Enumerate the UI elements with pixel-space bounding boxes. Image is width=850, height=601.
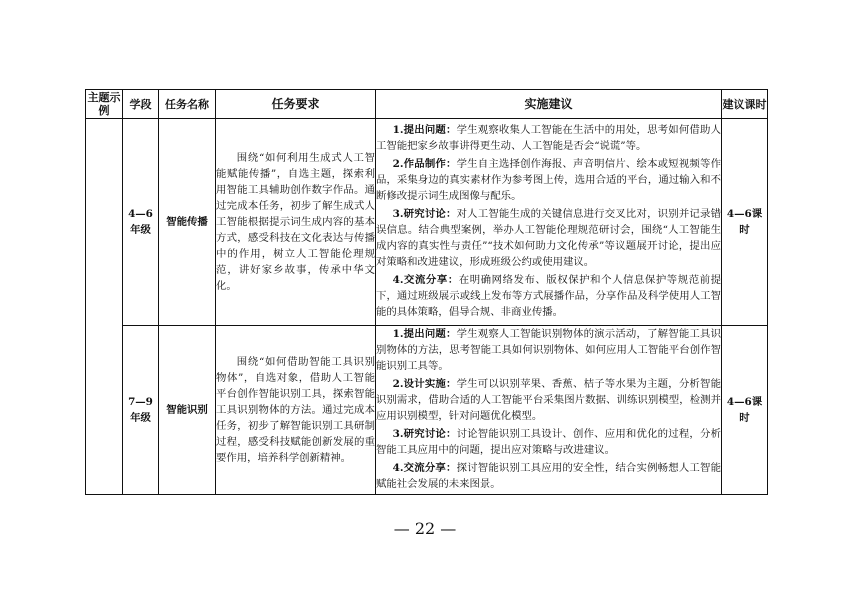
header-requirements: 任务要求 [216, 90, 376, 119]
stage-cell: 7—9年级 [123, 326, 159, 495]
page-number: — 22 — [393, 519, 457, 538]
table-row [86, 326, 768, 495]
hours-cell: 4—6课时 [722, 119, 768, 326]
curriculum-table [85, 89, 768, 495]
header-theme: 主题示例 [87, 91, 121, 117]
requirements-cell: 围绕“如何借助智能工具识别物体”，自选对象，借助人工智能平台创作智能识别工具，探索智能工具识别物体的方法。通过完成本任务，初步了解智能识别工具研制过程，感受科技赋能创新发展的重要作用，培养科学创新精神。 [216, 326, 376, 495]
suggestion-item: 4.交流分享：在明确网络发布、版权保护和个人信息保护等规范前提下，通过班级展示或线上发布等方式展播作品，分享作品及科学使用人工智能的具体策略，倡导合规、非商业传播。 [376, 274, 721, 318]
suggestion-item: 2.作品制作：学生自主选择创作海报、声音明信片、绘本或短视频等作品，采集身边的真实素材作为参考图上传，选用合适的平台，通过输入和不断修改提示词生成图像与配乐。 [376, 158, 721, 202]
table-row [86, 119, 768, 326]
stage-cell: 4—6年级 [123, 119, 159, 326]
suggestion-item: 1.提出问题：学生观察收集人工智能在生活中的用处，思考如何借助人工智能把家乡故事讲得更生动、人工智能是否会“说谎”等。 [376, 124, 721, 152]
header-hours: 建议课时 [722, 90, 768, 119]
suggestion-item: 1.提出问题：学生观察人工智能识别物体的演示活动，了解智能工具识别物体的方法，思考智能工具如何识别物体、如何应用人工智能平台创作智能识别工具等。 [376, 328, 721, 372]
suggestion-item: 3.研究讨论：对人工智能生成的关键信息进行交叉比对，识别并记录错误信息。结合典型案例，举办人工智能伦理规范研讨会，围绕“人工智能生成内容的真实性与责任”“技术如何助力文化传承”等议题展开讨论，提出应对策略和改进建议，形成班级公约或使用建议。 [376, 208, 721, 268]
suggestion-item: 2.设计实施：学生可以识别苹果、香蕉、桔子等水果为主题，分析智能识别需求，借助合适的人工智能平台采集图片数据、训练识别模型，检测并应用识别模型，针对问题优化模型。 [376, 378, 721, 422]
header-stage: 学段 [123, 90, 159, 119]
theme-cell [86, 119, 123, 495]
header-row [86, 90, 768, 119]
suggestion-item: 3.研究讨论：讨论智能识别工具设计、创作、应用和优化的过程，分析智能工具应用中的问题，提出应对策略与改进建议。 [376, 428, 721, 456]
requirements-cell: 围绕“如何利用生成式人工智能赋能传播”，自选主题，探索利用智能工具辅助创作数字作品。通过完成本任务，初步了解生成式人工智能根据提示词生成内容的基本方式，感受科技在文化表达与传播中的作用，树立人工智能伦理规范，讲好家乡故事，传承中华文化。 [216, 119, 376, 326]
hours-cell: 4—6课时 [722, 326, 768, 495]
suggestions-cell [376, 326, 722, 495]
task-name-cell: 智能传播 [159, 119, 216, 326]
task-name-cell: 智能识别 [159, 326, 216, 495]
suggestion-item: 4.交流分享：探讨智能识别工具应用的安全性，结合实例畅想人工智能赋能社会发展的未来图景。 [376, 462, 721, 490]
header-task-name: 任务名称 [159, 90, 216, 119]
suggestions-cell [376, 119, 722, 326]
header-suggestions: 实施建议 [376, 90, 722, 119]
